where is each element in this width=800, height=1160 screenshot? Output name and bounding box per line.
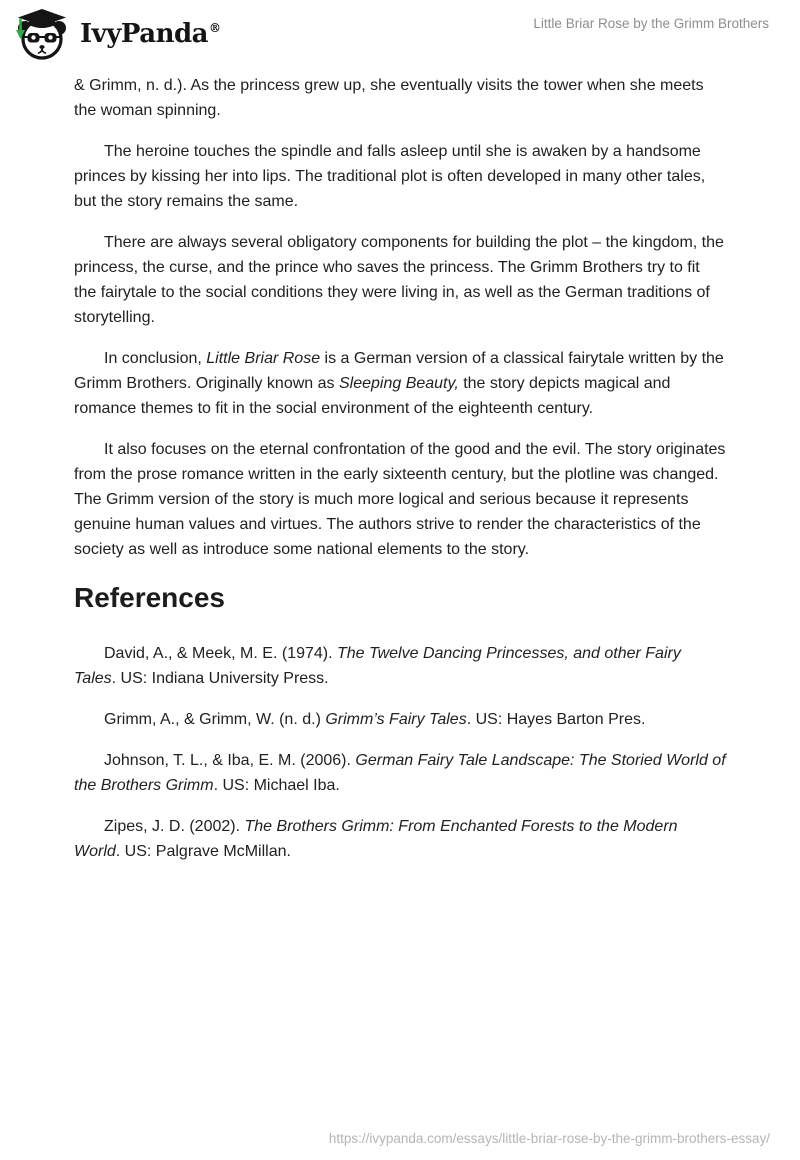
- essay-paragraph: The heroine touches the spindle and falls asleep until she is awaken by a handsome princes by kissing her into lips. The traditional plot is often developed in many other tales, but the story remains the same.: [74, 143, 706, 210]
- essay-paragraph: There are always several obligatory components for building the plot – the kingdom, the princess, the curse, and the prince who saves the princess. The Grimm Brothers try to fit the fairytale to the social conditions they were living in, as well as the German traditions of storytelling.: [74, 234, 724, 326]
- ivypanda-logo: [14, 8, 221, 60]
- essay-paragraph: & Grimm, n. d.). As the princess grew up, she eventually visits the tower when she meets the woman spinning.: [74, 77, 704, 119]
- source-url: https://ivypanda.com/essays/little-briar-rose-by-the-grimm-brothers-essay/: [328, 1131, 770, 1146]
- reference-entry: Johnson, T. L., & Iba, E. M. (2006). German Fairy Tale Landscape: The Storied World of the Brothers Grimm. US: Michael Iba.: [74, 752, 726, 794]
- essay-paragraph: In conclusion, Little Briar Rose is a German version of a classical fairytale written by the Grimm Brothers. Originally known as Sleeping Beauty, the story depicts magical and romance themes to fit in the social environment of the eighteenth century.: [74, 350, 724, 417]
- document-title: Little Briar Rose by the Grimm Brothers: [533, 16, 769, 31]
- essay-paragraph: It also focuses on the eternal confrontation of the good and the evil. The story originates from the prose romance written in the early sixteenth century, but the plotline was changed. The Grimm version of the story is much more logical and serious because it represents genuine human values and virtues. The authors strive to render the characteristics of the society as well as introduce some national elements to the story.: [74, 441, 726, 558]
- registered-trademark: ®: [209, 21, 221, 36]
- brand-name: IvyPanda®: [80, 19, 221, 49]
- reference-entry: Grimm, A., & Grimm, W. (n. d.) Grimm’s Fairy Tales. US: Hayes Barton Pres.: [104, 711, 646, 728]
- reference-entry: David, A., & Meek, M. E. (1974). The Twelve Dancing Princesses, and other Fairy Tales. US: Indiana University Press.: [74, 645, 681, 687]
- references-heading: References: [74, 582, 225, 613]
- panda-graduation-cap-icon: [14, 8, 68, 60]
- reference-entry: Zipes, J. D. (2002). The Brothers Grimm: From Enchanted Forests to the Modern World. US: Palgrave McMillan.: [74, 818, 678, 860]
- essay-body: [74, 73, 726, 880]
- page-header: [0, 0, 800, 66]
